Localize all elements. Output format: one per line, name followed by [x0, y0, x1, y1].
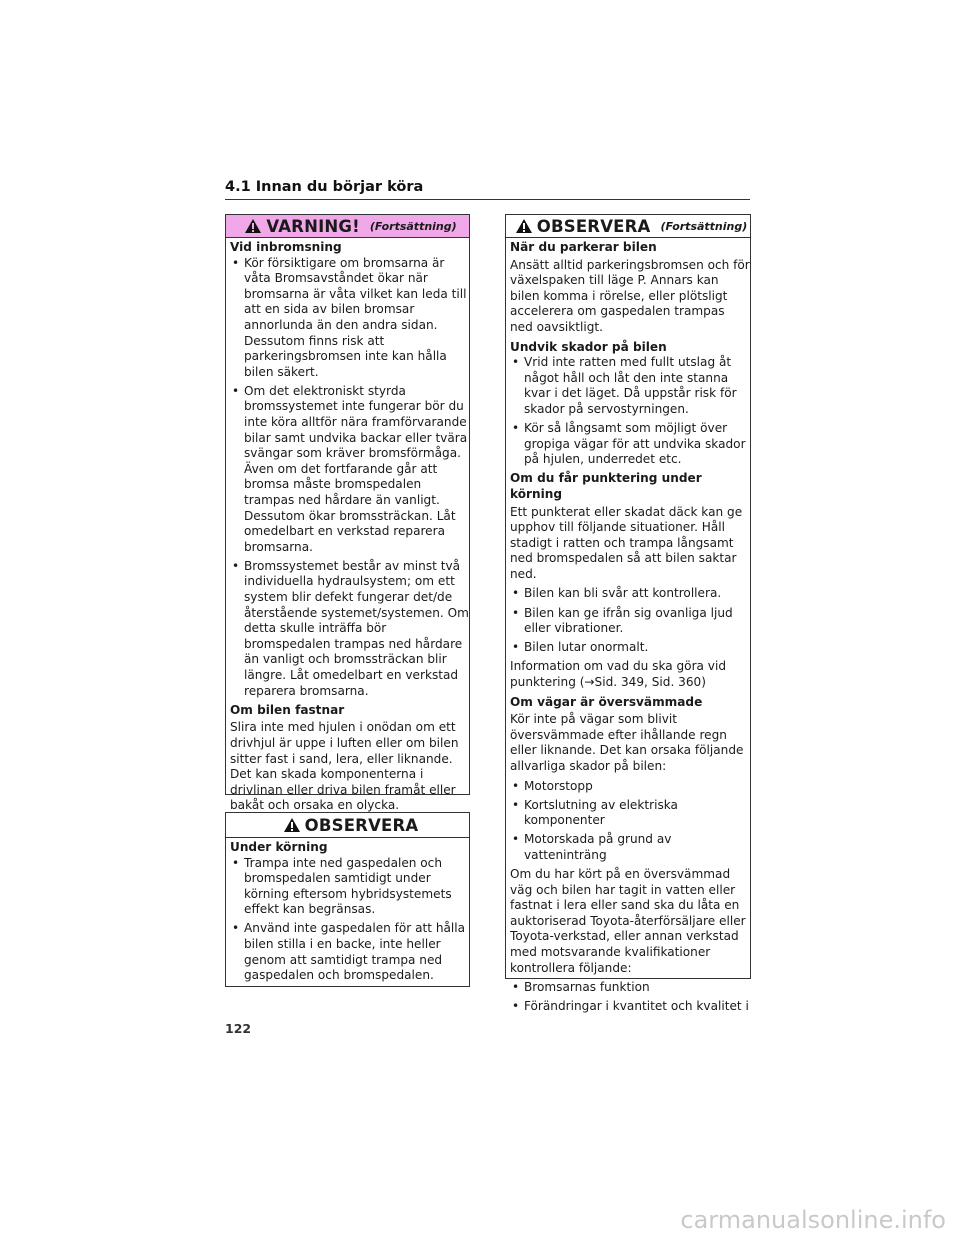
- notice-heading-flooded-roads: Om vägar är översvämmade: [510, 694, 703, 709]
- notice-bullet-list: [230, 856, 469, 984]
- notice-triangle-icon: [515, 218, 533, 234]
- notice-paragraph-flooded-check: Om du har kört på en översvämmad väg och bilen har tagit in vatten eller fastnat i lera eller sand ska du låta en auktoriserad Toyota-återförsäljare eller Toyota-verkstad, eller annan verkstad med motsvarande kvalifikationer kontrollera följande:: [510, 866, 746, 975]
- notice-paragraph-flooded: Kör inte på vägar som blivit översvämmade efter ihållande regn eller liknande. Det kan orsaka följande allvarliga skador på bilen:: [510, 712, 744, 773]
- list-item-text: Kör försiktigare om bromsarna är våta Bromsavståndet ökar när bromsarna är våta vilket kan leda till att en sida av bilen bromsar annorlunda än den andra sidan. Dessutom finns risk att parkeringsbromsen inte kan hålla bilen säkert.: [244, 255, 467, 379]
- bullet-marker: •: [512, 421, 520, 436]
- warning-box-header: [226, 215, 469, 238]
- warning-title: VARNING!: [266, 216, 360, 236]
- notice-box-driving: [225, 812, 470, 987]
- bullet-marker: •: [232, 921, 240, 936]
- notice-paragraph-puncture-reference: Information om vad du ska göra vid punktering (→Sid. 349, Sid. 360): [510, 659, 726, 689]
- notice-subtitle: (Fortsättning): [660, 219, 748, 233]
- bullet-marker: •: [512, 586, 520, 601]
- notice-heading-puncture: Om du får punktering under körning: [510, 471, 702, 501]
- bullet-marker: •: [512, 980, 520, 995]
- list-item-text: Bromsarnas funktion: [524, 980, 650, 995]
- bullet-marker: •: [512, 999, 520, 1014]
- bullet-marker: •: [232, 558, 240, 573]
- notice-triangle-icon: [283, 817, 301, 833]
- list-item-text: Förändringar i kvantitet och kvalitet i: [524, 999, 749, 1014]
- bullet-marker: •: [512, 355, 520, 370]
- header-divider: [225, 199, 750, 200]
- list-item-text: Motorstopp: [524, 778, 593, 793]
- list-item-text: Kortslutning av elektriska komponenter: [524, 797, 678, 828]
- list-item: [230, 921, 469, 983]
- list-item: [230, 256, 469, 381]
- notice-paragraph-puncture: Ett punkterat eller skadat däck kan ge upphov till följande situationer. Håll stadigt i ratten och trampa långsamt ned bromspedalen så att bilen saktar ned.: [510, 504, 743, 581]
- bullet-marker: •: [232, 855, 240, 870]
- warning-triangle-icon: [244, 218, 262, 234]
- warning-subtitle: (Fortsättning): [369, 219, 457, 233]
- list-item: [510, 832, 750, 863]
- bullet-marker: •: [512, 640, 520, 655]
- list-item: [510, 586, 750, 602]
- list-item: [230, 384, 469, 556]
- list-item: [510, 421, 750, 468]
- bullet-marker: •: [512, 605, 520, 620]
- section-header: 4.1 Innan du börjar köra: [225, 179, 424, 195]
- warning-box: [225, 214, 470, 813]
- notice-bullet-list: [510, 779, 750, 864]
- warning-paragraph-stuck: Slira inte med hjulen i onödan om ett drivhjul är uppe i luften eller om bilen sitter fast i sand, lera, eller liknande. Det kan skada komponenterna i drivlinan eller driva bilen framåt eller bakåt och orsaka en olycka.: [230, 720, 459, 813]
- list-item-text: Bilen lutar onormalt.: [524, 640, 649, 655]
- notice-bullet-list: [510, 980, 750, 1015]
- list-item-text: Trampa inte ned gaspedalen och bromspedalen samtidigt under körning eftersom hybridsystemets effekt kan begränsas.: [244, 855, 452, 917]
- notice-body: [506, 238, 750, 1015]
- notice-box-header: [506, 215, 750, 238]
- list-item: [510, 999, 750, 1015]
- notice-body: [226, 838, 469, 984]
- list-item-text: Bromssystemet består av minst två individuella hydraulsystem; om ett system blir defekt fungerar det/de återstående systemet/systemen. Om detta skulle inträffa bör bromspedalen trampas ned hårdare än vanligt och bromssträckan blir längre. Låt omedelbart en verkstad reparera bromsarna.: [244, 558, 469, 698]
- notice-heading-driving: Under körning: [230, 840, 328, 854]
- list-item: [230, 856, 469, 918]
- bullet-marker: •: [512, 832, 520, 847]
- list-item: [510, 640, 750, 656]
- list-item: [510, 355, 750, 417]
- bullet-marker: •: [232, 383, 240, 398]
- list-item-text: Om det elektroniskt styrda bromssystemet inte fungerar bör du inte köra alltför nära framförvarande bilar samt undvika backar eller tvära svängar som kräver bromsförmåga. Även om det fortfarande går att bromsa måste bromspedalen trampas ned hårdare än vanligt. Dessutom ökar bromssträckan. Låt omedelbart en verkstad reparera bromsarna.: [244, 383, 468, 554]
- list-item: [510, 798, 750, 829]
- notice-box-header: [226, 813, 469, 838]
- page-number: 122: [225, 1021, 252, 1036]
- notice-heading-parking: När du parkerar bilen: [510, 240, 657, 254]
- notice-title: OBSERVERA: [536, 216, 651, 236]
- list-item-text: Bilen kan ge ifrån sig ovanliga ljud eller vibrationer.: [524, 605, 733, 636]
- bullet-marker: •: [232, 255, 240, 270]
- notice-box-continued: [505, 214, 751, 1014]
- list-item-text: Använd inte gaspedalen för att hålla bilen stilla i en backe, inte heller genom att samtidigt trampa ned gaspedalen och bromspedalen.: [244, 921, 466, 983]
- list-item-text: Vrid inte ratten med fullt utslag åt något håll och låt den inte stanna kvar i det läget. Då uppstår risk för skador på servostyrningen.: [524, 355, 737, 416]
- list-item: [230, 559, 469, 699]
- list-item-text: Motorskada på grund av vatteninträng: [524, 832, 672, 862]
- list-item: [510, 779, 750, 795]
- watermark: carmanualsonline.info: [680, 1206, 946, 1234]
- list-item-text: Kör så långsamt som möjligt över gropiga vägar för att undvika skador på hjulen, underredet etc.: [524, 421, 746, 467]
- notice-bullet-list: [510, 586, 750, 655]
- notice-bullet-list: [510, 355, 750, 468]
- warning-heading-stuck: Om bilen fastnar: [230, 702, 345, 717]
- warning-bullet-list: [230, 256, 469, 700]
- notice-paragraph-parking: Ansätt alltid parkeringsbromsen och för växelspaken till läge P. Annars kan bilen komma i rörelse, eller plötsligt accelerera om gaspedalen trampas ned oavsiktligt.: [510, 257, 750, 334]
- warning-heading-braking: Vid inbromsning: [230, 240, 342, 254]
- notice-heading-avoid-damage: Undvik skador på bilen: [510, 339, 667, 354]
- warning-body: [226, 238, 469, 814]
- notice-title: OBSERVERA: [304, 815, 419, 835]
- bullet-marker: •: [512, 778, 520, 793]
- bullet-marker: •: [512, 797, 520, 812]
- list-item-text: Bilen kan bli svår att kontrollera.: [524, 586, 722, 601]
- list-item: [510, 606, 750, 637]
- list-item: [510, 980, 750, 996]
